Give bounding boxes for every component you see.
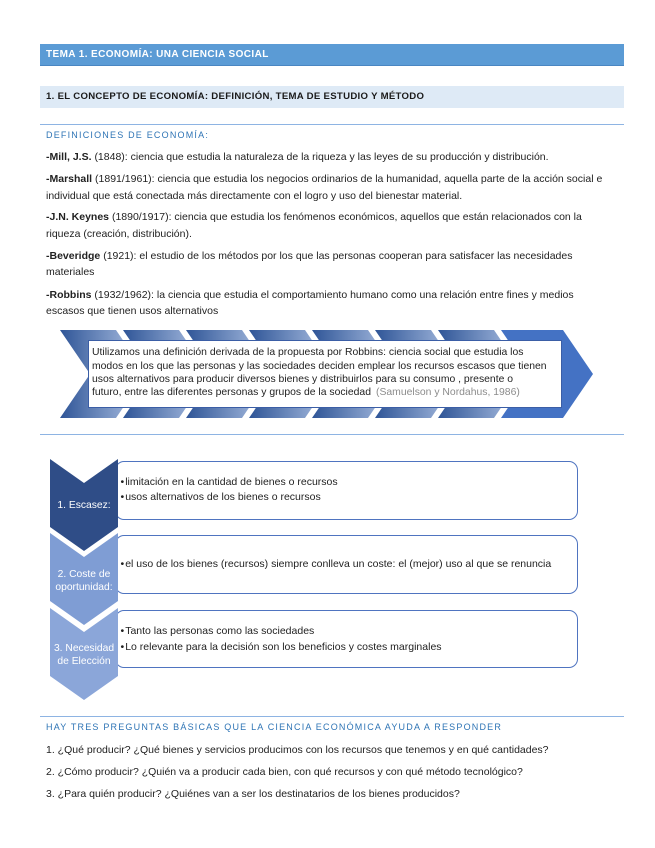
divider-line — [40, 716, 624, 717]
working-definition-text: futuro, entre las diferentes personas y grupos de la sociedad — [92, 387, 371, 398]
definition-robbins — [46, 288, 574, 302]
question-item: 2. ¿Cómo producir? ¿Quién va a producir cada bien, con qué recursos y con qué método tecnológico? — [46, 766, 523, 778]
working-definition-line: Utilizamos una definición derivada de la propuesta por Robbins: ciencia social que estudia los — [92, 347, 524, 358]
definition-marshall-continued: individual que está conectada más directamente con el logro y uso del bienestar material. — [46, 190, 463, 202]
step-label: 1. Escasez: — [57, 500, 111, 511]
definitions-heading: DEFINICIONES DE ECONOMÍA: — [46, 130, 210, 140]
definition-author: -Beveridge — [46, 250, 101, 262]
definition-author: -Mill, J.S. — [46, 151, 92, 163]
definition-author: -J.N. Keynes — [46, 211, 110, 223]
definition-keynes — [46, 210, 582, 224]
step-label: 3. Necesidad — [53, 643, 115, 654]
definition-keynes-continued: riqueza (creación, distribución). — [46, 228, 192, 240]
step-chevron-necesidad-eleccion — [50, 608, 118, 700]
step-label: de Elección — [57, 656, 111, 667]
working-definition-line: modos en los que las personas y las sociedades deciden emplear los recursos escasos que tienen — [92, 361, 547, 372]
question-item: 1. ¿Qué producir? ¿Qué bienes y servicios producimos con los recursos que tenemos y en qué cantidades? — [46, 744, 549, 756]
definition-author: -Robbins — [46, 289, 92, 301]
definition-author: -Marshall — [46, 173, 93, 185]
divider-line — [40, 434, 624, 435]
definition-text: (1848): ciencia que estudia la naturaleza de la riqueza y las leyes de su producción y distribución. — [94, 151, 549, 163]
definition-beveridge — [46, 249, 572, 263]
question-item: 3. ¿Para quién producir? ¿Quiénes van a ser los destinatarios de los bienes producidos? — [46, 788, 460, 800]
working-definition-box — [88, 340, 562, 408]
citation: (Samuelson y Nordahus, 1986) — [376, 387, 520, 398]
bullet-item: • usos alternativos de los bienes o recursos — [121, 490, 321, 504]
step-box-escasez — [115, 461, 578, 520]
step-label: 2. Coste de — [57, 569, 111, 580]
step-label: oportunidad: — [55, 582, 113, 593]
bullet-item: • Lo relevante para la decisión son los beneficios y costes marginales — [121, 640, 442, 654]
definition-robbins-continued: escasos que tienen usos alternativos — [46, 305, 219, 317]
topic-header-bar — [40, 44, 624, 66]
divider-line — [40, 124, 624, 125]
working-definition-line-last — [92, 386, 520, 400]
bullet-item: • el uso de los bienes (recursos) siempre conlleva un coste: el (mejor) uso al que se renuncia — [121, 557, 552, 571]
working-definition-line: usos alternativos para producir diversos bienes y distribuirlos para su consumo , presente o — [92, 374, 514, 385]
definition-marshall — [46, 172, 602, 186]
step-box-coste-oportunidad — [115, 535, 578, 594]
section-title: 1. EL CONCEPTO DE ECONOMÍA: DEFINICIÓN, TEMA DE ESTUDIO Y MÉTODO — [46, 91, 425, 102]
section-heading-bar — [40, 86, 624, 108]
definition-text: (1932/1962): la ciencia que estudia el comportamiento humano como una relación entre fines y medios — [94, 289, 574, 301]
definition-beveridge-continued: materiales — [46, 266, 95, 278]
topic-title: TEMA 1. ECONOMÍA: UNA CIENCIA SOCIAL — [46, 49, 269, 60]
definition-text: (1921): el estudio de los métodos por los que las personas cooperan para satisfacer las necesidades — [103, 250, 573, 262]
step-box-necesidad-eleccion — [115, 610, 578, 668]
definition-mill — [46, 150, 549, 164]
bullet-item: • limitación en la cantidad de bienes o recursos — [121, 475, 338, 489]
bullet-item: • Tanto las personas como las sociedades — [121, 624, 315, 638]
definition-text: (1890/1917): ciencia que estudia los fenómenos económicos, aquellos que están relacionados con la — [111, 211, 582, 223]
definition-text: (1891/1961): ciencia que estudia los negocios ordinarios de la humanidad, aquella parte de la acción social e — [95, 173, 603, 185]
questions-heading: HAY TRES PREGUNTAS BÁSICAS QUE LA CIENCIA ECONÓMICA AYUDA A RESPONDER — [46, 722, 503, 732]
